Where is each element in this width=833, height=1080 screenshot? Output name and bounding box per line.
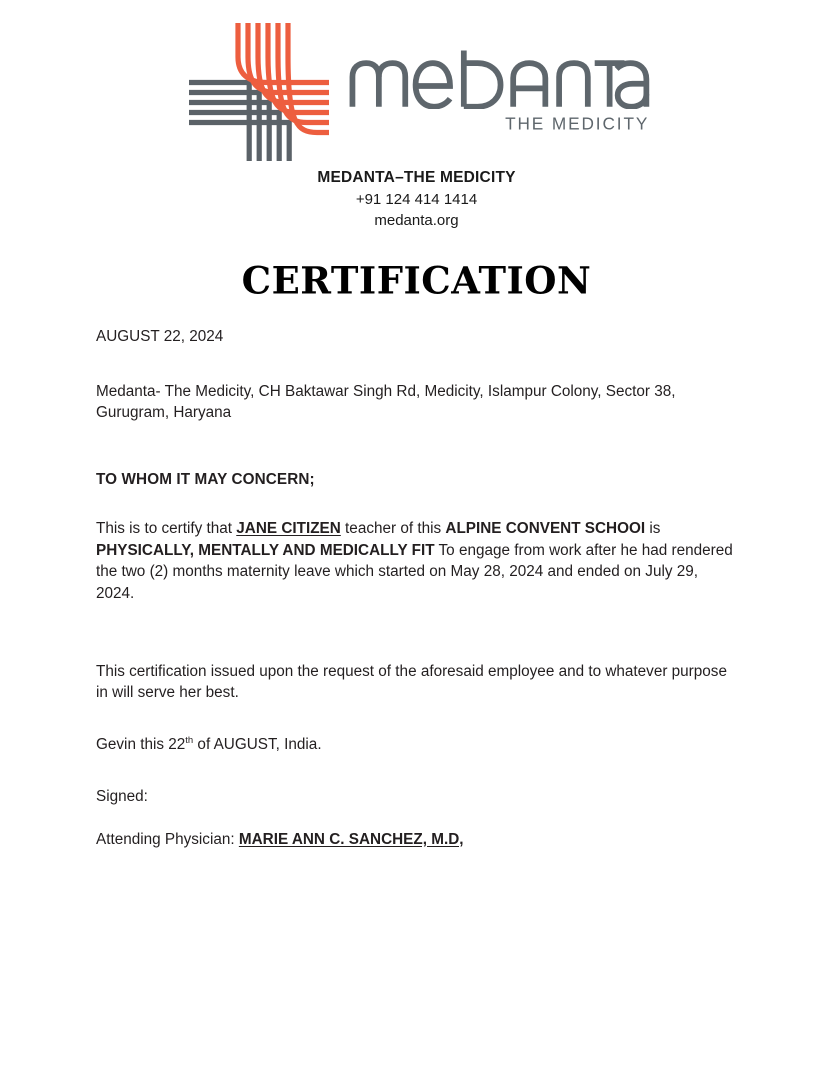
- fitness-statement: PHYSICALLY, MENTALLY AND MEDICALLY FIT: [96, 541, 435, 559]
- certification-paragraph: [96, 518, 738, 605]
- organization-header: [0, 168, 833, 230]
- recipient-address: Medanta- The Medicity, CH Baktawar Singh Rd, Medicity, Islampur Colony, Sector 38, Gurugram, Haryana: [96, 382, 676, 422]
- certify-intro-text: This is to certify that: [96, 519, 237, 537]
- medanta-cross-logo-icon: [183, 18, 335, 166]
- page-title: CERTIFICATION: [241, 257, 592, 303]
- certify-mid-text-2: is: [645, 519, 661, 537]
- organization-name: MEDANTA–THE MEDICITY: [317, 169, 516, 186]
- signed-label: Signed:: [96, 787, 148, 805]
- logo-lockup: [183, 18, 650, 166]
- ordinal-suffix: th: [185, 735, 194, 747]
- employee-name: JANE CITIZEN: [236, 519, 341, 537]
- issue-date: AUGUST 22, 2024: [96, 328, 224, 345]
- attending-physician-label: Attending Physician:: [96, 830, 239, 848]
- attending-physician-line: [96, 829, 738, 851]
- purpose-paragraph: This certification issued upon the request of the aforesaid employee and to whatever purpose in will serve her best.: [96, 662, 727, 702]
- given-suffix-text: of AUGUST, India.: [193, 736, 322, 754]
- certify-remaining-text: To engage from work after he had rendered the two (2) months maternity leave which started on May 28, 2024 and ended on July 29, 2024.: [96, 541, 733, 603]
- certify-mid-text-1: teacher of this: [340, 519, 446, 537]
- logo-block: [0, 18, 833, 166]
- wordmark: [349, 47, 650, 138]
- given-date-line: [96, 734, 738, 756]
- medanta-wordmark-icon: [349, 47, 650, 109]
- organization-website: medanta.org: [374, 211, 459, 229]
- tagline-icon: [427, 114, 649, 134]
- attending-physician-name: MARIE ANN C. SANCHEZ, M.D,: [238, 830, 464, 848]
- school-name: ALPINE CONVENT SCHOOI: [445, 519, 646, 537]
- document-body: [96, 326, 738, 850]
- given-prefix-text: Gevin this 22: [96, 736, 186, 754]
- salutation: TO WHOM IT MAY CONCERN;: [96, 471, 315, 489]
- organization-phone: +91 124 414 1414: [355, 190, 478, 208]
- svg-text:THE MEDICITY: THE MEDICITY: [504, 113, 649, 134]
